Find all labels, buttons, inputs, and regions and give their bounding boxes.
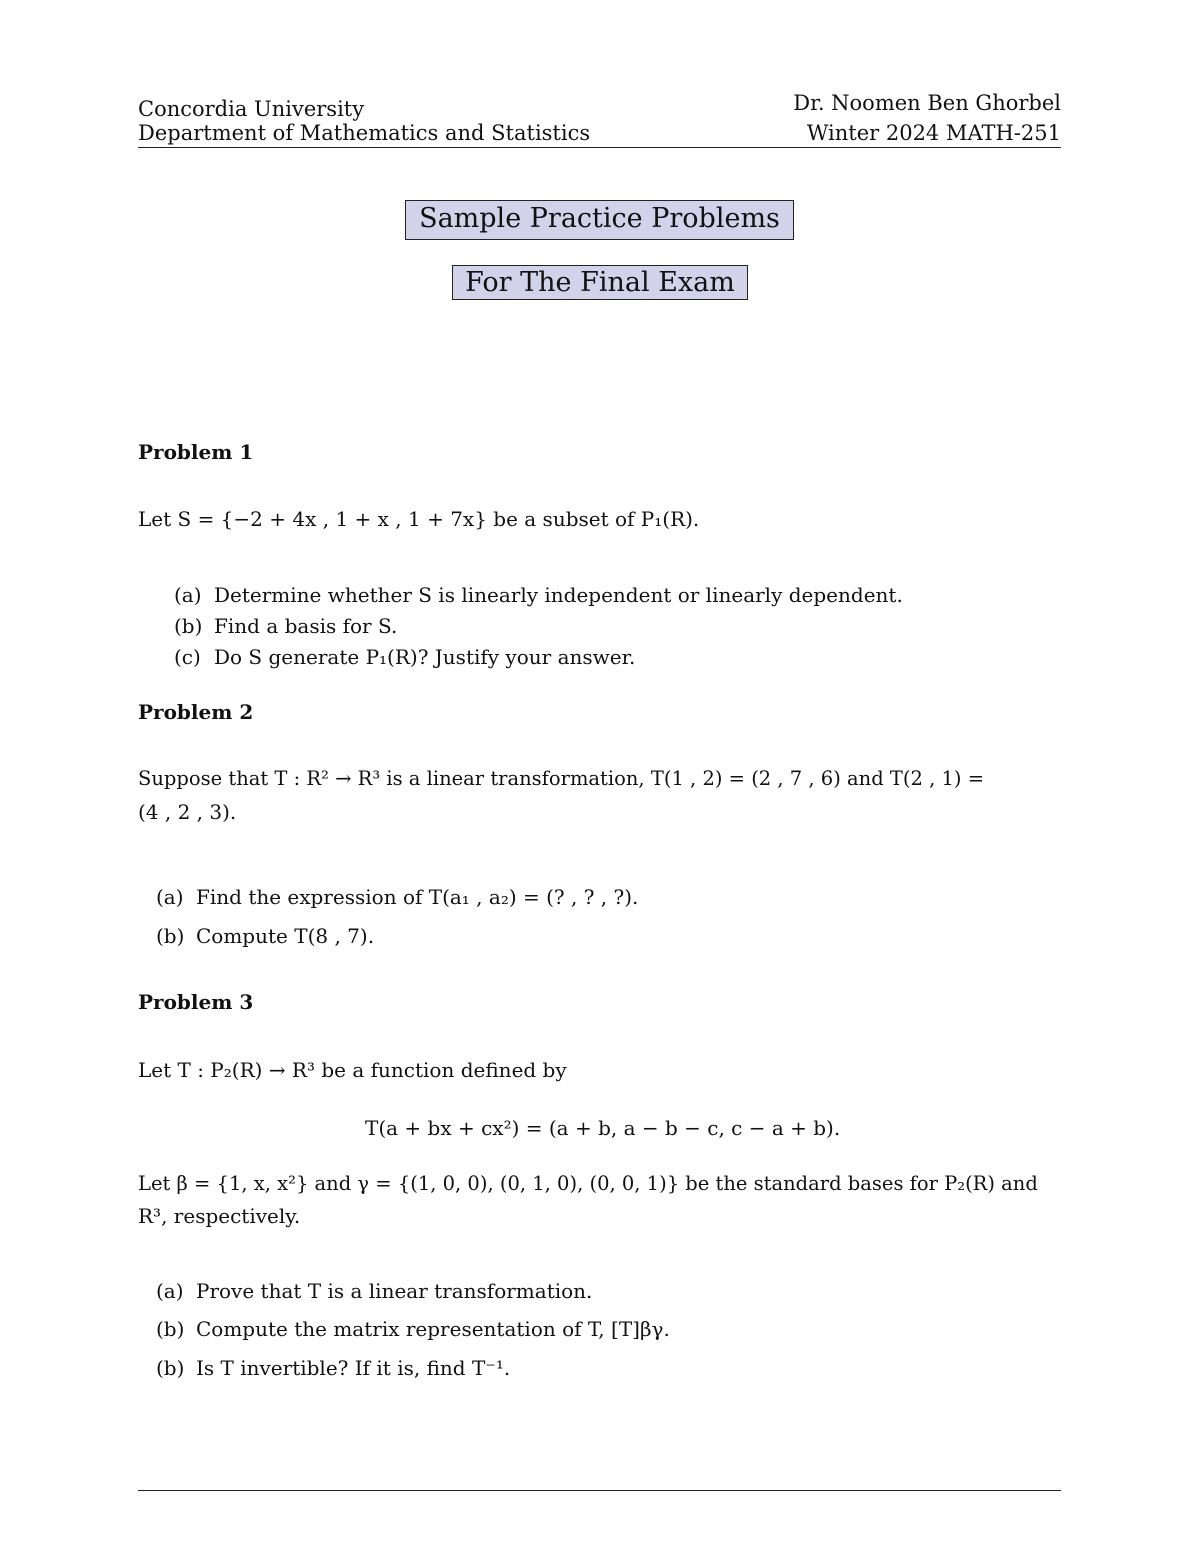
title-line1-text: Sample Practice Problems: [419, 203, 780, 234]
item-text: Find a basis for S.: [214, 614, 398, 638]
item-label: (a): [156, 1279, 184, 1303]
problem-2-heading: Problem 2: [138, 700, 254, 724]
problem-2-intro-line1: Suppose that T : R² → R³ is a linear transformation, T(1 , 2) = (2 , 7 , 6) and T(2 , 1) =: [138, 767, 985, 790]
title-line2-text: For The Final Exam: [465, 267, 735, 298]
problem-1-intro: Let S = {−2 + 4x , 1 + x , 1 + 7x} be a subset of P₁(R).: [138, 507, 700, 531]
problem-3-bases-line2: R³, respectively.: [138, 1204, 301, 1228]
item-label: (a): [156, 885, 184, 909]
department-name: Department of Mathematics and Statistics: [138, 121, 591, 145]
problem-3-bases-line1: Let β = {1, x, x²} and γ = {(1, 0, 0), (0, 1, 0), (0, 0, 1)} be the standard bases for P₂(R) and: [138, 1172, 1038, 1195]
problem-1-item-c: [174, 645, 635, 669]
problem-1-item-b: [174, 614, 397, 638]
item-text: Prove that T is a linear transformation.: [196, 1279, 593, 1303]
problem-3-formula: T(a + bx + cx²) = (a + b, a − b − c, c − a + b).: [365, 1116, 841, 1140]
university-name: Concordia University: [138, 97, 365, 121]
problem-3-item-a: [156, 1279, 592, 1303]
item-label: (b): [156, 924, 185, 948]
problem-3-item-c: [156, 1356, 510, 1380]
item-text: Compute the matrix representation of T, [T]βγ.: [196, 1317, 670, 1341]
title-final-exam: [452, 265, 748, 300]
item-label: (b): [156, 1317, 185, 1341]
problem-2-intro-line2: (4 , 2 , 3).: [138, 800, 237, 824]
problem-3-intro: Let T : P₂(R) → R³ be a function defined by: [138, 1058, 567, 1082]
problem-2-item-b: [156, 924, 374, 948]
title-sample-practice: [405, 200, 794, 240]
problem-2-item-a: [156, 885, 638, 909]
item-text: Find the expression of T(a₁ , a₂) = (? , ? , ?).: [196, 885, 639, 909]
footer-rule: [138, 1490, 1061, 1491]
problem-1-heading: Problem 1: [138, 440, 254, 464]
header-rule: [138, 147, 1061, 148]
instructor-name: Dr. Noomen Ben Ghorbel: [793, 91, 1061, 115]
item-text: Is T invertible? If it is, find T⁻¹.: [196, 1356, 511, 1380]
problem-1-item-a: [174, 583, 903, 607]
item-label: (a): [174, 583, 202, 607]
item-text: Compute T(8 , 7).: [196, 924, 375, 948]
item-label: (c): [174, 645, 201, 669]
item-text: Determine whether S is linearly independent or linearly dependent.: [214, 583, 903, 607]
item-label: (b): [156, 1356, 185, 1380]
item-text: Do S generate P₁(R)? Justify your answer.: [214, 645, 636, 669]
problem-3-heading: Problem 3: [138, 990, 254, 1014]
course-term: Winter 2024 MATH-251: [806, 121, 1061, 145]
problem-3-item-b: [156, 1317, 670, 1341]
item-label: (b): [174, 614, 203, 638]
